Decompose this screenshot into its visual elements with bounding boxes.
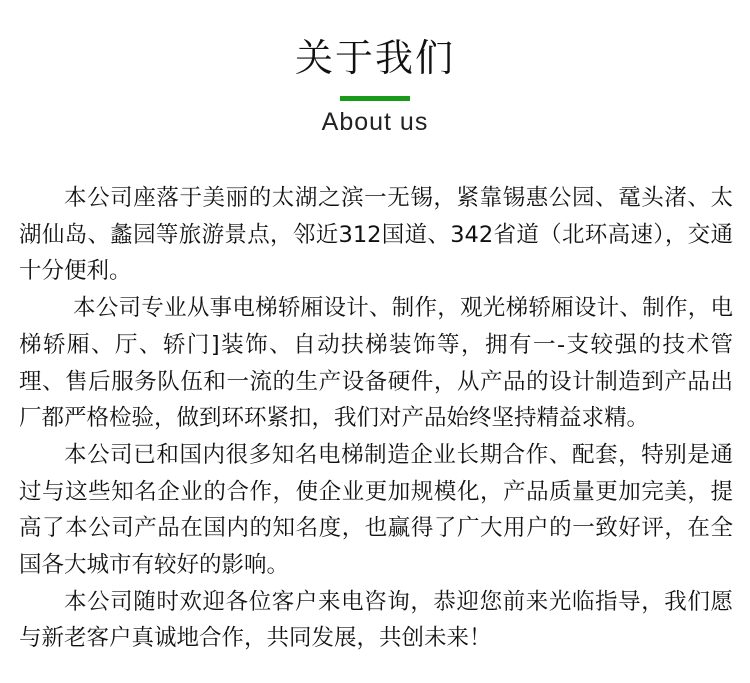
title-underline-bar [340,96,410,101]
paragraph-location: 本公司座落于美丽的太湖之滨一无锡，紧靠锡惠公园、鼋头渚、太湖仙岛、蠡园等旅游景点，邻近312国道、342省道（北环高速），交通十分便利。 [19,185,733,285]
company-description [19,180,733,657]
paragraph-partners: 本公司已和国内很多知名电梯制造企业长期合作、配套，特别是通过与这些知名企业的合作，使企业更加规模化，产品质量更加完美，提高了本公司产品在国内的知名度，也赢得了广大用户的一致好评，在全国各大城市有较好的影响。 [19,441,733,579]
page-subtitle: About us [321,108,429,136]
paragraph-welcome: 本公司随时欢迎各位客户来电咨询，恭迎您前来光临指导，我们愿与新老客户真诚地合作，共同发展，共创未来！ [19,588,733,652]
page-title: 关于我们 [294,36,455,80]
paragraph-business: 本公司专业从事电梯轿厢设计、制作，观光梯轿厢设计、制作，电梯轿厢、厅、轿门]装饰、自动扶梯装饰等，拥有一-支较强的技术管理、售后服务队伍和一流的生产设备硬件，从产品的设计制造到产品出厂都严格检验，做到环环紧扣，我们对产品始终坚持精益求精。 [19,295,733,432]
